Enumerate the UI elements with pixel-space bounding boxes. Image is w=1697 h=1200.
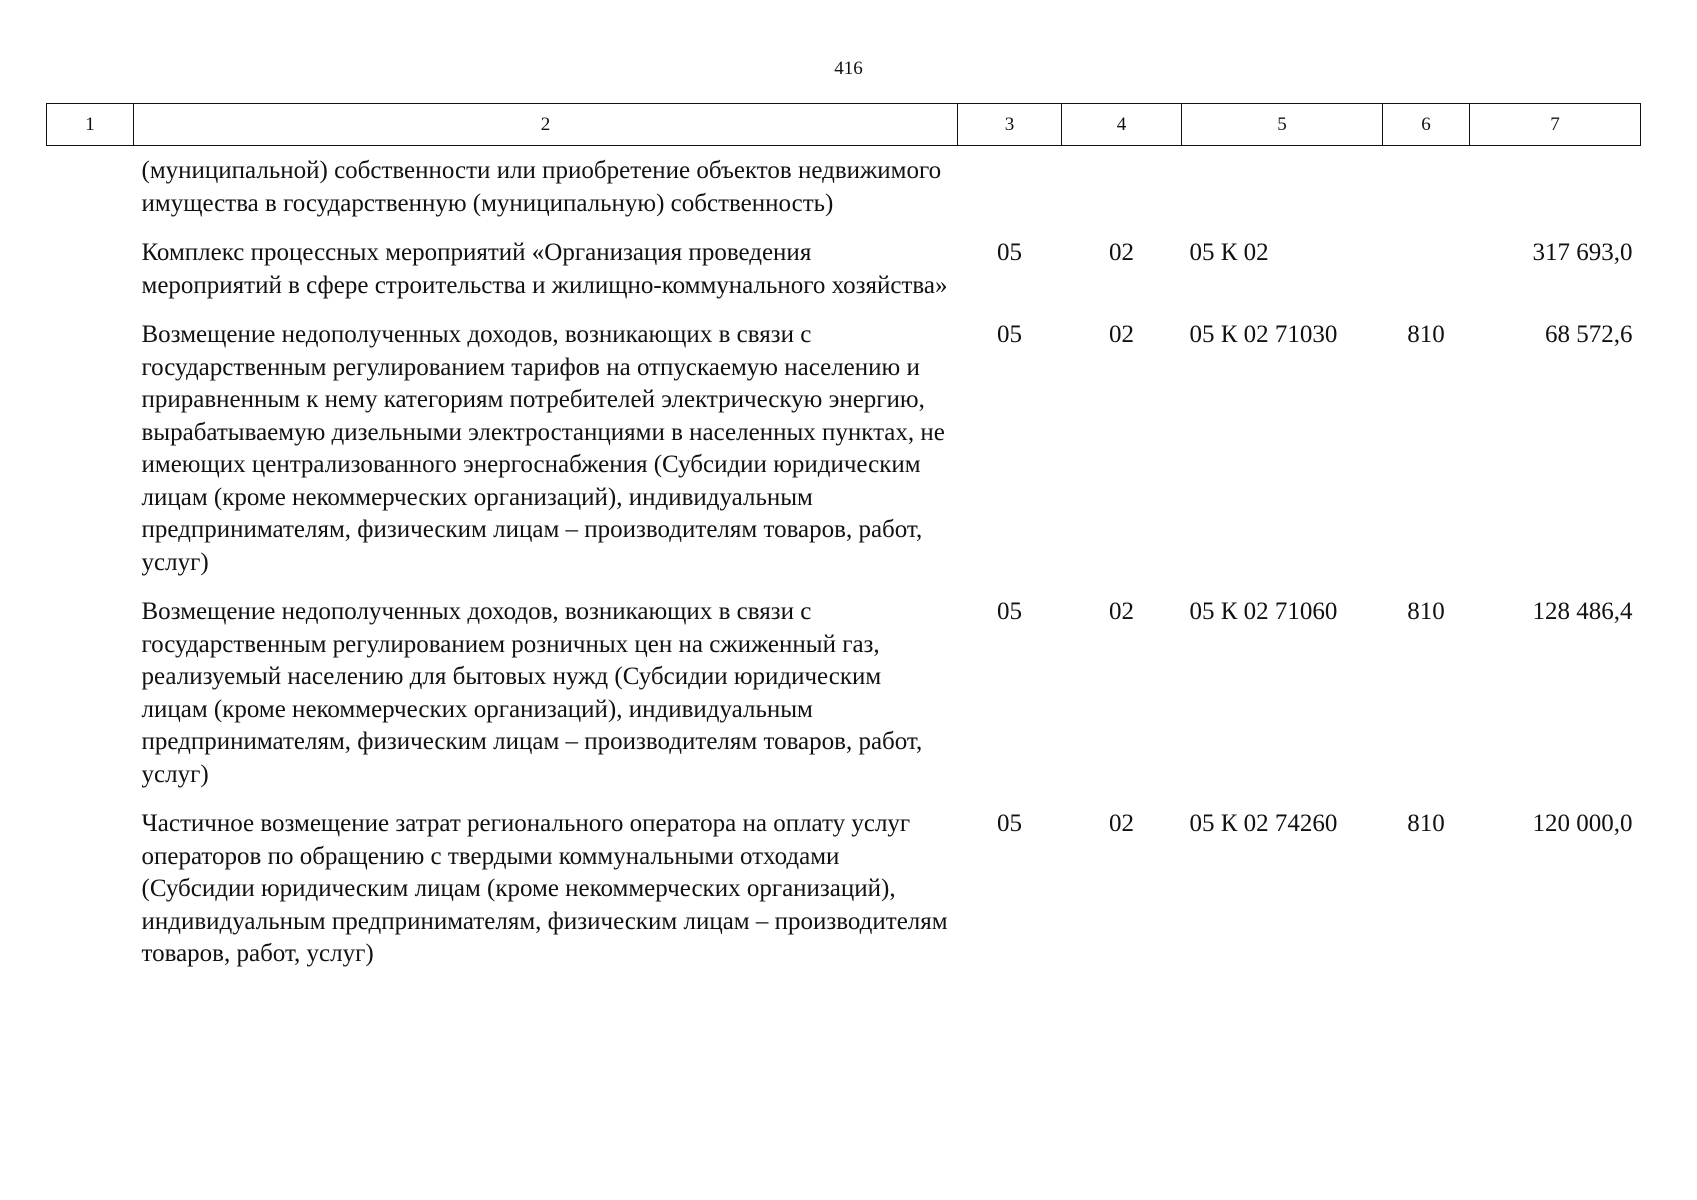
table-row xyxy=(47,319,1641,596)
row-expense-type xyxy=(1383,237,1470,319)
row-amount: 317 693,0 xyxy=(1532,239,1633,266)
header-col-1: 1 xyxy=(47,104,134,146)
table-row xyxy=(47,146,1641,238)
row-target-code xyxy=(1182,146,1383,238)
row-target-code: 05 К 02 71030 xyxy=(1189,321,1338,348)
table-body xyxy=(47,146,1641,988)
row-subsection: 02 xyxy=(1109,598,1134,625)
row-expense-type: 810 xyxy=(1407,321,1445,348)
row-target-code: 05 К 02 74260 xyxy=(1189,810,1338,837)
row-subsection xyxy=(1062,146,1182,238)
header-col-5: 5 xyxy=(1182,104,1383,146)
row-section xyxy=(958,146,1062,238)
row-amount: 120 000,0 xyxy=(1532,810,1633,837)
row-expense-type: 810 xyxy=(1407,810,1445,837)
row-amount: 128 486,4 xyxy=(1532,598,1633,625)
table-row xyxy=(47,596,1641,808)
row-amount: 68 572,6 xyxy=(1545,321,1633,348)
row-amount xyxy=(1470,146,1641,238)
row-number xyxy=(47,146,134,238)
row-section: 05 xyxy=(997,321,1022,348)
row-target-code: 05 К 02 xyxy=(1189,239,1269,266)
budget-table xyxy=(46,103,1641,988)
row-subsection: 02 xyxy=(1109,239,1134,266)
row-name: Возмещение недополученных доходов, возникающих в связи с государственным регулированием тарифов на отпускаемую населению и приравненным к нему категориям потребителей электрическую энергию, вырабатываемую дизельными электростанциями в населенных пунктах, не имеющих централизованного энергоснабжения (Субсидии юридическим лицам (кроме некоммерческих организаций), индивидуальным предпринимателям, физическим лицам – производителям товаров, работ, услуг) xyxy=(141,321,945,576)
row-expense-type xyxy=(1383,146,1470,238)
table-header xyxy=(47,104,1641,146)
row-subsection: 02 xyxy=(1109,321,1134,348)
row-target-code: 05 К 02 71060 xyxy=(1189,598,1338,625)
row-section: 05 xyxy=(997,810,1022,837)
table-row xyxy=(47,237,1641,319)
row-section: 05 xyxy=(997,598,1022,625)
row-number xyxy=(47,596,134,808)
page-number: 416 xyxy=(834,58,863,79)
header-row xyxy=(47,104,1641,146)
row-number xyxy=(47,808,134,988)
row-name: Возмещение недополученных доходов, возникающих в связи с государственным регулированием розничных цен на сжиженный газ, реализуемый населению для бытовых нужд (Субсидии юридическим лицам (кроме некоммерческих организаций), индивидуальным предпринимателям, физическим лицам – производителям товаров, работ, услуг) xyxy=(141,598,923,788)
row-subsection: 02 xyxy=(1109,810,1134,837)
row-number xyxy=(47,319,134,596)
header-col-2: 2 xyxy=(134,104,958,146)
row-expense-type: 810 xyxy=(1407,598,1445,625)
header-col-7: 7 xyxy=(1470,104,1641,146)
header-col-6: 6 xyxy=(1383,104,1470,146)
header-col-4: 4 xyxy=(1062,104,1182,146)
row-name: Комплекс процессных мероприятий «Организация проведения мероприятий в сфере строительства и жилищно-коммунального хозяйства» xyxy=(141,239,948,299)
row-section: 05 xyxy=(997,239,1022,266)
row-name: Частичное возмещение затрат регионального оператора на оплату услуг операторов по обращению с твердыми коммунальными отходами (Субсидии юридическим лицам (кроме некоммерческих организаций), индивидуальным предпринимателям, физическим лицам – производителям товаров, работ, услуг) xyxy=(141,810,948,967)
row-number xyxy=(47,237,134,319)
header-col-3: 3 xyxy=(958,104,1062,146)
row-name: (муниципальной) собственности или приобретение объектов недвижимого имущества в государственную (муниципальную) собственность) xyxy=(141,157,942,217)
table-row xyxy=(47,808,1641,988)
